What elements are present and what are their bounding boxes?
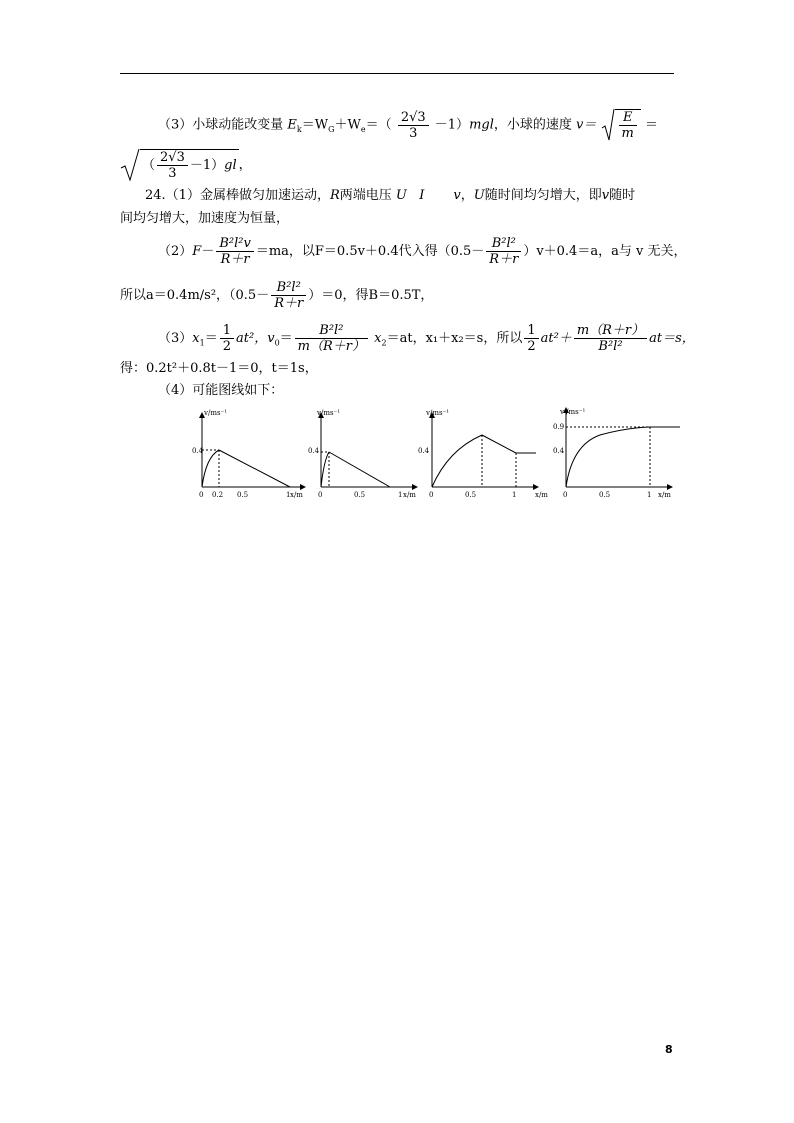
p1-R: R (329, 188, 340, 203)
graph-1 (190, 405, 310, 500)
line2-frac-den: 3 (168, 166, 177, 181)
p2-line2-den: R＋r (274, 296, 304, 311)
p3-x1: x (192, 331, 200, 346)
x-tick-0.5: 0.5 (354, 491, 366, 499)
x-label: x/m (403, 491, 416, 499)
p2-line2-d: B＝0.5T， (368, 288, 434, 303)
p3-v0: v (267, 331, 275, 346)
x-tick-0: 0 (318, 491, 323, 499)
y-tick-0.4: 0.4 (418, 447, 430, 455)
p2-den2: R＋r (489, 252, 519, 267)
y-label: v/ms⁻¹ (317, 409, 341, 417)
p3-label: （3） (158, 331, 193, 346)
p3-num: B²l² (295, 323, 368, 339)
p2-line2-num: B²l² (271, 280, 306, 296)
eq2: ＝（ (365, 117, 392, 133)
p2-line2-c: ）＝0，得 (308, 288, 369, 303)
p1-v2: v (601, 188, 610, 203)
wg-sub: G (328, 125, 335, 135)
item3-label: （3）小球动能改变量 (158, 117, 284, 133)
x-tick-0.2: 0.2 (212, 491, 224, 499)
item3-line2 (120, 148, 252, 182)
q24-p2-line2 (120, 280, 433, 311)
line2-end: ， (238, 157, 252, 173)
decel-line (482, 435, 516, 453)
p2-mid: 代入得（0.5－ (398, 244, 485, 259)
x-label: x/m (535, 491, 548, 499)
ek-sub: k (296, 125, 302, 135)
p3-den3: B²l² (598, 339, 623, 354)
q24-p3-line1: $(3)x_1=$ $\frac{1}{2}$ at²，$v_0=$ $\frac{\text{B²l²}}{m(R+r)}$ $x_2=at$，x₁＋x₂＝s，所以 $\frac{1}{2}$ at²＋ $\frac{m(R+r)}{\text{B²l²}}$ at＝s， (158, 323, 695, 354)
y-label: v /ms⁻¹ (560, 408, 586, 416)
p2-minus: － (201, 244, 215, 259)
mgl: mgl (469, 117, 494, 133)
accel-curve (321, 452, 329, 487)
p1-e: 随时 (609, 188, 636, 203)
p2-den: R＋r (220, 252, 250, 267)
p1-line2: 间均匀增大，加速度为恒量， (120, 211, 290, 226)
p1-U: U (395, 188, 407, 203)
q24-p1-line2 (120, 211, 289, 227)
item3-line1 (158, 108, 658, 142)
y-tick-0.4: 0.4 (553, 447, 565, 455)
p3-half-den: 2 (222, 339, 232, 354)
frac-num: 2√3 (398, 110, 429, 126)
line2-open: （ (142, 158, 156, 173)
p3-line2: 得：0.2t²＋0.8t－1＝0，t＝1s， (120, 361, 318, 376)
eq-tail: ＝ (645, 117, 659, 133)
x-label: x/m (658, 491, 671, 499)
frac-den: 3 (409, 125, 418, 141)
p3-half (220, 323, 234, 354)
x-tick-1: 1 (398, 491, 403, 499)
page-number: 8 (665, 1043, 673, 1056)
y-label: v/ms⁻¹ (204, 409, 228, 417)
p1-d: 随时间均匀增大，即 (484, 188, 602, 203)
minus-one: －1） (434, 117, 470, 133)
x-tick-1: 1 (512, 491, 517, 499)
x-tick-0: 0 (199, 491, 204, 499)
line2-minus: －1） (189, 158, 225, 173)
radical-icon-2 (120, 148, 140, 182)
eq1: ＝W (301, 117, 329, 133)
y-label: v/ms⁻¹ (426, 409, 450, 417)
sqrt-ek-over-m (601, 108, 641, 142)
approach-curve (566, 427, 680, 487)
q24-p1-line1 (145, 188, 635, 204)
p1-v: v (453, 188, 461, 203)
p2-num2: B²l² (486, 236, 521, 252)
x-tick-0.5: 0.5 (465, 491, 477, 499)
p1-U2: U (473, 188, 485, 203)
p2-label: （2） (158, 244, 193, 259)
x-label: x/m (290, 491, 303, 499)
x-tick-1: 1 (647, 491, 652, 499)
p3-at2b: at²＋ (540, 331, 572, 346)
p4-label: （4）可能图线如下： (158, 383, 284, 398)
y-tick-0.4: 0.4 (192, 447, 204, 455)
ek-symbol: E (287, 117, 297, 133)
p1-c: ， (460, 188, 474, 203)
p3-frac (295, 323, 368, 354)
v-eq: v＝ (576, 117, 597, 133)
y-tick-0.4: 0.4 (308, 447, 320, 455)
x-tick-0.5: 0.5 (599, 491, 611, 499)
p3-ats: at＝s， (649, 331, 695, 346)
p3-x2: x (374, 331, 382, 346)
p2-frac1 (216, 236, 253, 267)
decel-line (219, 450, 290, 487)
accel-curve (432, 435, 482, 487)
p3-x2eq: ＝at， (386, 331, 426, 346)
x-tick-0.5: 0.5 (237, 491, 249, 499)
p3-eq2: ＝ (279, 331, 293, 346)
q24-p2-line1 (158, 236, 686, 267)
graph-3 (418, 405, 553, 500)
p3-half2-num: 1 (524, 323, 538, 339)
line2-gl: gl (224, 158, 237, 173)
p2-frac3 (271, 280, 306, 311)
p3-sum: x₁＋x₂＝s，所以 (425, 331, 523, 346)
line2-frac-num: 2√3 (157, 150, 188, 166)
x-tick-0: 0 (429, 491, 434, 499)
speed-text: ，小球的速度 (493, 117, 572, 133)
we-sub: e (360, 125, 366, 135)
q24-p3-line2 (120, 361, 318, 377)
p3-num3: m（R＋r） (574, 323, 647, 339)
plus-we: ＋W (334, 117, 361, 133)
p1-I: I (419, 188, 425, 203)
x-tick-0: 0 (563, 491, 568, 499)
p3-at2: at²， (236, 331, 268, 346)
p1-a: 24.（1）金属棒做匀加速运动， (145, 188, 330, 203)
p1-b: 两端电压 (339, 188, 392, 203)
p2-tail: ）v＋0.4＝a，a与 v 无关， (523, 244, 687, 259)
graph-2 (305, 405, 420, 500)
radical-icon (601, 108, 615, 142)
p2-eq: ＝ma，以 (255, 244, 315, 259)
p2-num: B²l²v (216, 236, 253, 252)
p2-frac2 (486, 236, 521, 267)
p2-F: F (192, 244, 202, 259)
p2-line2-b: a＝0.4m/s²，（0.5－ (146, 288, 270, 303)
p3-half2-den: 2 (527, 339, 536, 354)
p3-eq1: ＝ (204, 331, 218, 346)
y-tick-0.9: 0.9 (553, 423, 565, 431)
q24-p4-line (158, 383, 283, 399)
graph-4 (550, 405, 680, 500)
p3-half2 (524, 323, 538, 354)
p3-den: m（R＋r） (297, 339, 366, 354)
accel-curve (202, 450, 219, 487)
p2-line2-a: 所以 (120, 288, 147, 303)
sqrt-den: m (621, 126, 634, 141)
decel-line (329, 452, 390, 487)
p2-sub: F＝0.5v＋0.4 (314, 244, 399, 259)
frac-2sqrt3-over-3 (398, 110, 429, 141)
sqrt-num: E (619, 110, 637, 126)
p3-frac3 (574, 323, 647, 354)
x-tick-1: 1 (286, 491, 291, 499)
p3-half-num: 1 (220, 323, 234, 339)
header-rule (120, 73, 674, 74)
